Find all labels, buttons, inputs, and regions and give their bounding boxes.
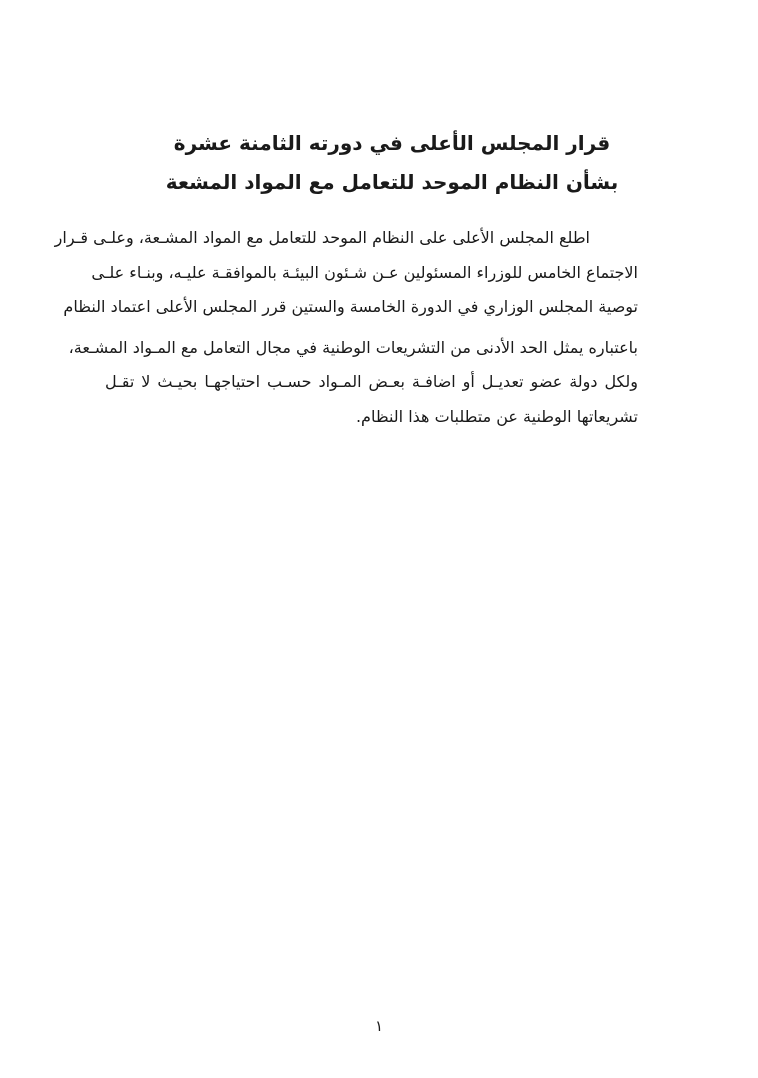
body-line: الاجتماع الخامس للوزراء المسئولين عـن شـئون البيئـة بالموافقـة عليـه، وبنـاء علـى bbox=[91, 262, 638, 282]
document-body bbox=[54, 221, 638, 434]
document-title bbox=[0, 124, 758, 202]
body-line: ولكل دولة عضو تعديـل أو اضافـة بعـض المـواد حسـب احتياجهـا بحيـث لا تقـل bbox=[105, 372, 638, 391]
document-title-line-2: بشأن النظام الموحد للتعامل مع المواد المشعة bbox=[165, 170, 619, 194]
paragraph bbox=[54, 221, 638, 325]
page-number: ١ bbox=[374, 1017, 384, 1035]
document-title-line-1: قرار المجلس الأعلى في دورته الثامنة عشرة bbox=[173, 131, 611, 155]
body-line: توصية المجلس الوزاري في الدورة الخامسة والستين قرر المجلس الأعلى اعتماد النظام bbox=[63, 297, 638, 316]
body-line: باعتباره يمثل الحد الأدنى من التشريعات الوطنية في مجال التعامل مع المـواد المشـعة، bbox=[68, 337, 638, 357]
paragraph bbox=[68, 331, 638, 435]
body-line: تشريعاتها الوطنية عن متطلبات هذا النظام. bbox=[355, 406, 638, 426]
body-line: اطلع المجلس الأعلى على النظام الموحد للتعامل مع المواد المشـعة، وعلـى قـرار bbox=[54, 228, 590, 247]
